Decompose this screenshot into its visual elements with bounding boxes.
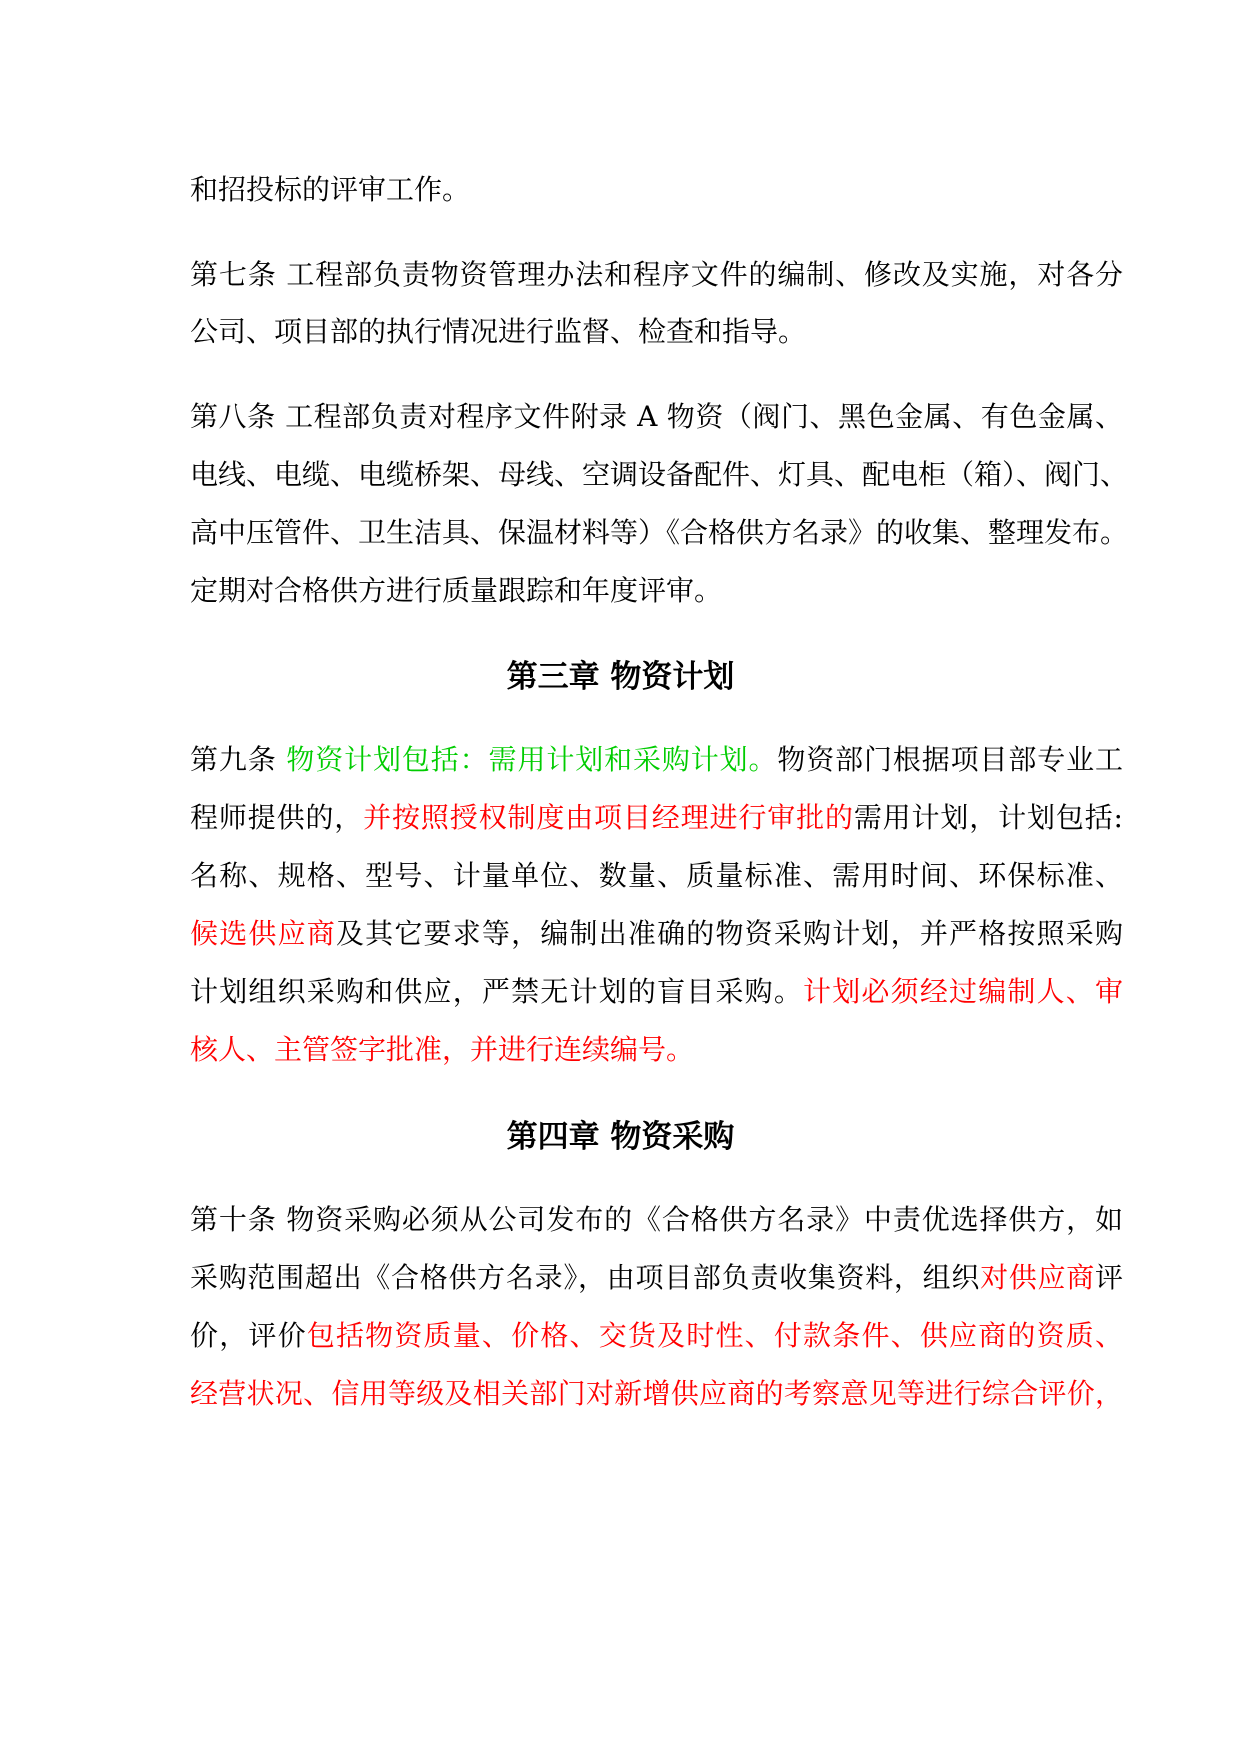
article-10-line-3-head: 价，评价 — [190, 1319, 307, 1352]
article-9-line-4 — [190, 914, 1123, 954]
article-9-line-6: 核人、主管签字批准，并进行连续编号。 — [190, 1033, 695, 1066]
article-9-line-4-tail: 及其它要求等，编制出准确的物资采购计划，并严格按照采购 — [335, 917, 1123, 950]
article-10-line-1: 第十条 物资采购必须从公司发布的《合格供方名录》中责优选择供方，如 — [190, 1203, 1123, 1236]
article-9-line-1-tail: 物资部门根据项目部专业工 — [777, 743, 1123, 776]
article-10-line-3 — [190, 1316, 1123, 1356]
article-10-highlight-red-criteria: 包括物资质量、价格、交货及时性、付款条件、供应商的资质、 — [306, 1319, 1123, 1352]
article-10-line-4: 经营状况、信用等级及相关部门对新增供应商的考察意见等进行综合评价， — [190, 1377, 1123, 1410]
article-7-line-2: 公司、项目部的执行情况进行监督、检查和指导。 — [190, 315, 807, 348]
article-9-line-2 — [190, 798, 1123, 838]
article-7-line-1: 第七条 工程部负责物资管理办法和程序文件的编制、修改及实施，对各分 — [190, 258, 1123, 291]
article-9-line-5 — [190, 972, 1123, 1012]
chapter-3-heading: 第三章 物资计划 — [506, 659, 735, 695]
article-9-highlight-green: 物资计划包括：需用计划和采购计划。 — [286, 743, 778, 776]
article-10-line-2-tail: 评 — [1094, 1261, 1123, 1294]
article-9-line-2-tail: 需用计划，计划包括: — [853, 801, 1123, 834]
chapter-4-heading: 第四章 物资采购 — [506, 1119, 735, 1155]
article-9-label: 第九条 — [190, 743, 287, 776]
article-8-line-3: 高中压管件、卫生洁具、保温材料等）《合格供方名录》的收集、整理发布。 — [190, 516, 1129, 549]
article-9-highlight-red-signoff: 计划必须经过编制人、审 — [803, 975, 1123, 1008]
article-6-line-1: 和招投标的评审工作。 — [190, 173, 471, 206]
article-9-highlight-red-approval: 并按照授权制度由项目经理进行审批的 — [363, 801, 854, 834]
article-8-line-2: 电线、电缆、电缆桥架、母线、空调设备配件、灯具、配电柜（箱）、阀门、 — [190, 458, 1129, 491]
article-9-line-3: 名称、规格、型号、计量单位、数量、质量标准、需用时间、环保标准、 — [190, 859, 1123, 892]
article-8-line-1: 第八条 工程部负责对程序文件附录 A 物资（阀门、黑色金属、有色金属、 — [190, 400, 1123, 433]
article-9-line-5-head: 计划组织采购和供应，严禁无计划的盲目采购。 — [190, 975, 804, 1008]
article-10-line-2-head: 采购范围超出《合格供方名录》，由项目部负责收集资料，组织 — [190, 1261, 981, 1294]
article-10-line-2 — [190, 1258, 1123, 1298]
article-9-line-1 — [190, 740, 1123, 780]
article-9-line-2-head: 程师提供的， — [190, 801, 364, 834]
article-8-line-4: 定期对合格供方进行质量跟踪和年度评审。 — [190, 574, 723, 607]
article-10-highlight-red-supplier: 对供应商 — [980, 1261, 1095, 1294]
article-9-highlight-red-candidates: 候选供应商 — [190, 917, 336, 950]
